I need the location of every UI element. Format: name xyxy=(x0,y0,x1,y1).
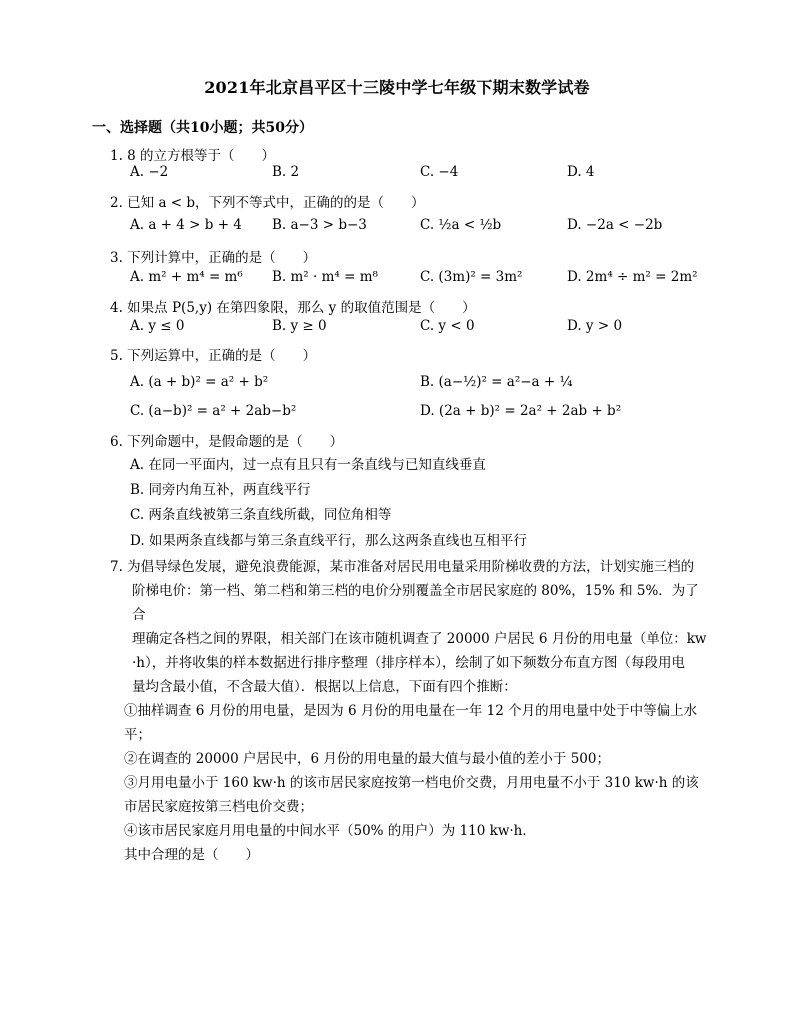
question-6-option-b: B. 同旁内角互补，两直线平行 xyxy=(130,482,311,498)
question-7-line: 量均含最小值，不含最大值）．根据以上信息，下面有四个推断： xyxy=(132,679,517,695)
question-3-option-b: B. m² · m⁴ = m⁸ xyxy=(272,269,378,285)
question-5-option-d: D. (2a + b)² = 2a² + 2ab + b² xyxy=(420,403,622,419)
question-7-line: 市居民家庭按第三档电价交费； xyxy=(124,799,313,815)
question-6-option-c: C. 两条直线被第三条直线所截，同位角相等 xyxy=(130,507,392,523)
question-7-line: ①抽样调查 6 月份的用电量，是因为 6 月份的用电量在一年 12 个月的用电量中处于中等偏上水 xyxy=(124,703,698,719)
question-2-stem: 2. 已知 a < b，下列不等式中，正确的的是（ ） xyxy=(110,195,425,211)
question-1-option-b: B. 2 xyxy=(272,164,300,180)
question-4-stem: 4. 如果点 P(5,y) 在第四象限，那么 y 的取值范围是（ ） xyxy=(110,300,476,316)
question-7-line: ·h），并将收集的样本数据进行排序整理（排序样本），绘制了如下频数分布直方图（每段用电 xyxy=(132,655,685,671)
question-1-option-a: A. −2 xyxy=(130,164,169,180)
question-1-stem: 1. 8 的立方根等于（ ） xyxy=(110,148,276,164)
question-7-line: 阶梯电价：第一档、第二档和第三档的电价分别覆盖全市居民家庭的 80%，15% 和 5%．为了合 xyxy=(132,583,699,623)
question-3-stem: 3. 下列计算中，正确的是（ ） xyxy=(110,250,317,266)
question-7-line: 平； xyxy=(124,727,151,743)
question-2-option-d: D. −2a < −2b xyxy=(567,217,663,233)
question-7-line: ④该市居民家庭月用电量的中间水平（50% 的用户）为 110 kw·h． xyxy=(124,823,536,839)
question-5-option-c: C. (a−b)² = a² + 2ab−b² xyxy=(130,403,297,419)
question-2-option-b: B. a−3 > b−3 xyxy=(272,217,367,233)
question-5-option-a: A. (a + b)² = a² + b² xyxy=(130,374,269,390)
question-7-line: ②在调查的 20000 户居民中，6 月份的用电量的最大值与最小值的差小于 500； xyxy=(124,751,610,767)
question-7-line: 理确定各档之间的界限，相关部门在该市随机调查了 20000 户居民 6 月份的用电量（单位：kw xyxy=(132,631,707,647)
question-6-option-a: A. 在同一平面内，过一点有且只有一条直线与已知直线垂直 xyxy=(130,457,486,473)
question-1-option-c: C. −4 xyxy=(420,164,459,180)
section-heading: 一、选择题（共10小题；共50分） xyxy=(92,120,313,136)
question-7-line: ③月用电量小于 160 kw·h 的该市居民家庭按第一档电价交费，月用电量不小于 310 kw·h 的该 xyxy=(124,775,699,791)
question-4-option-b: B. y ≥ 0 xyxy=(272,318,327,334)
question-7-body xyxy=(110,555,710,867)
question-6-option-d: D. 如果两条直线都与第三条直线平行，那么这两条直线也互相平行 xyxy=(130,533,527,549)
question-4-option-a: A. y ≤ 0 xyxy=(130,318,185,334)
question-3-option-d: D. 2m⁴ ÷ m² = 2m² xyxy=(567,269,698,285)
question-2-option-a: A. a + 4 > b + 4 xyxy=(130,217,242,233)
exam-title: 2021年北京昌平区十三陵中学七年级下期末数学试卷 xyxy=(204,78,590,97)
question-1-option-d: D. 4 xyxy=(567,164,595,180)
question-7-line: 7. 为倡导绿色发展，避免浪费能源，某市准备对居民用电量采用阶梯收费的方法，计划实施三档的 xyxy=(110,559,695,575)
question-4-option-d: D. y > 0 xyxy=(567,318,623,334)
question-6-stem: 6. 下列命题中，是假命题的是（ ） xyxy=(110,434,344,450)
question-2-option-c: C. ½a < ½b xyxy=(420,217,502,233)
question-5-stem: 5. 下列运算中，正确的是（ ） xyxy=(110,348,317,364)
question-3-option-a: A. m² + m⁴ = m⁶ xyxy=(130,269,243,285)
question-3-option-c: C. (3m)² = 3m² xyxy=(420,269,523,285)
question-7-line: 其中合理的是（ ） xyxy=(124,847,259,863)
question-5-option-b: B. (a−½)² = a²−a + ¼ xyxy=(420,374,573,390)
question-4-option-c: C. y < 0 xyxy=(420,318,475,334)
